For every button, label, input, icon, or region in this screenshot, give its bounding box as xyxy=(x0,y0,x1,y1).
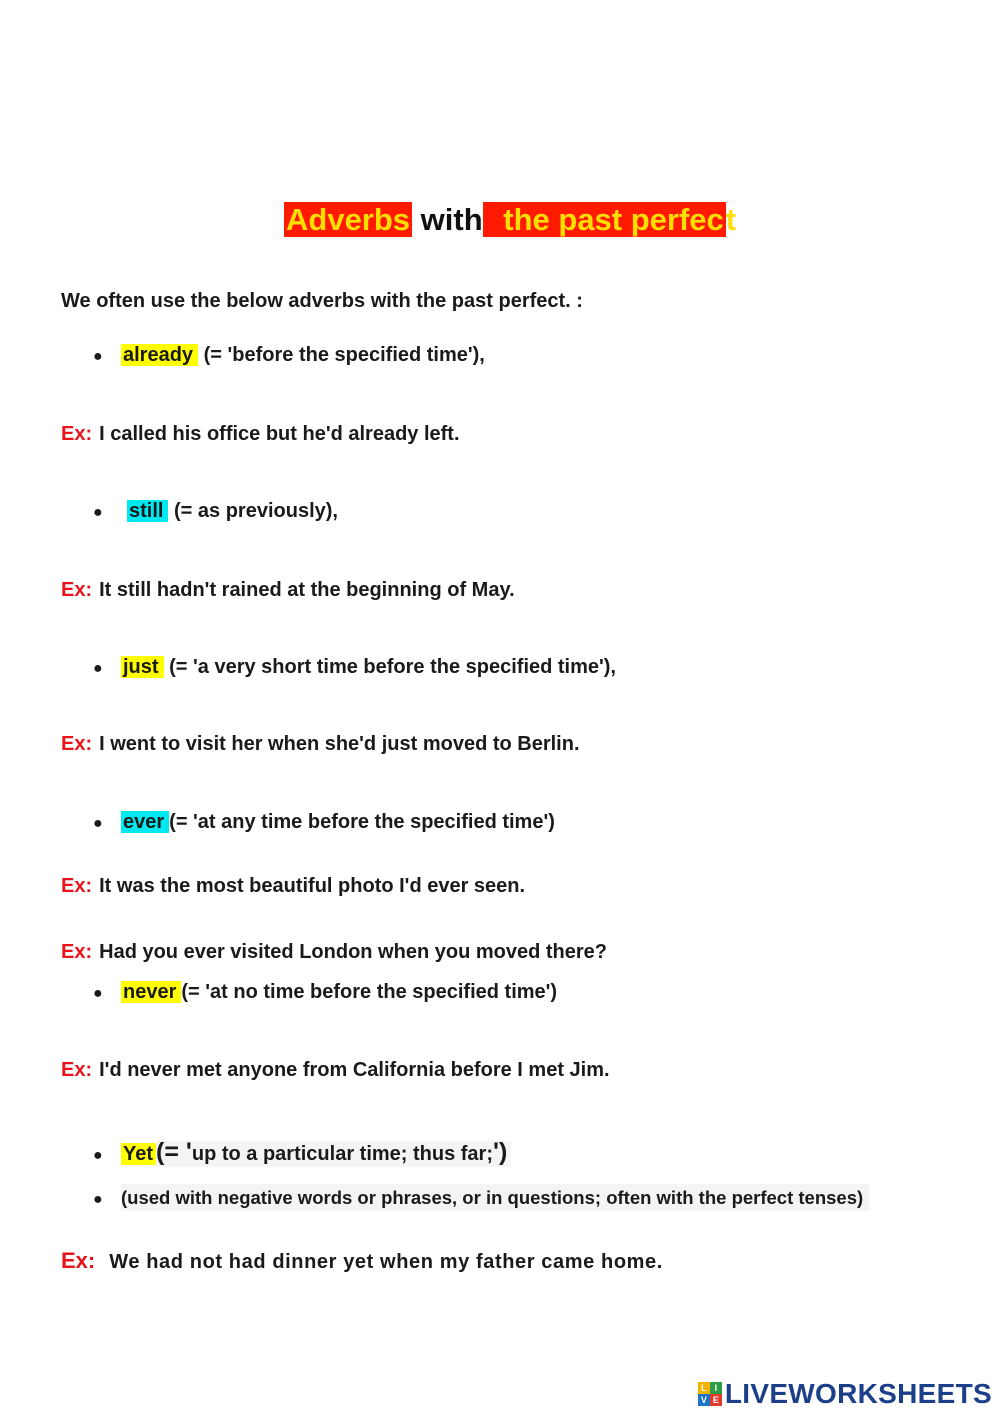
bullet-dot-icon: ● xyxy=(93,660,103,677)
bullet-ever xyxy=(93,811,555,834)
bullet-still xyxy=(93,500,338,523)
bullet-never xyxy=(93,981,557,1004)
title-part-past-perfect: the past perfec xyxy=(483,202,726,237)
yet-close-paren: ') xyxy=(493,1138,508,1166)
ex-label: Ex: xyxy=(61,1248,96,1273)
yet-note: (used with negative words or phrases, or in questions; often with the perfect tenses) xyxy=(121,1184,869,1211)
adverb-word: still xyxy=(127,500,168,522)
bullet-dot-icon: ● xyxy=(93,1191,103,1208)
example-just xyxy=(61,733,580,756)
adverb-definition: (= 'at any time before the specified time') xyxy=(169,811,555,833)
adverb-word: never xyxy=(121,981,181,1003)
adverb-word: just xyxy=(121,656,164,678)
ex-label: Ex: xyxy=(61,423,93,445)
example-text: It was the most beautiful photo I'd ever seen. xyxy=(99,875,526,897)
example-never xyxy=(61,1059,610,1082)
bullet-dot-icon: ● xyxy=(93,1147,103,1164)
adverb-word: already xyxy=(121,344,198,366)
ex-label: Ex: xyxy=(61,733,93,755)
adverb-word: Yet xyxy=(121,1143,156,1165)
example-text: Had you ever visited London when you moved there? xyxy=(99,941,607,963)
title-part-with: with xyxy=(412,202,483,237)
example-ever-2 xyxy=(61,941,607,964)
logo-text: LIVEWORKSHEETS xyxy=(724,1378,992,1409)
adverb-definition: (= 'before the specified time'), xyxy=(203,344,485,366)
title-part-tail: t xyxy=(725,202,737,237)
ex-label: Ex: xyxy=(61,941,93,963)
adverb-definition: (= 'a very short time before the specified time'), xyxy=(169,656,616,678)
example-text: I called his office but he'd already left. xyxy=(99,423,460,445)
bullet-yet-note xyxy=(93,1187,869,1210)
example-text: We had not had dinner yet when my father came home. xyxy=(109,1251,663,1273)
example-text: I went to visit her when she'd just moved to Berlin. xyxy=(99,733,580,755)
adverb-word: ever xyxy=(121,811,169,833)
bullet-dot-icon: ● xyxy=(93,815,103,832)
ex-label: Ex: xyxy=(61,875,93,897)
example-ever-1 xyxy=(61,875,525,898)
example-text: It still hadn't rained at the beginning of May. xyxy=(99,579,515,601)
adverb-definition: (= as previously), xyxy=(174,500,338,522)
adverb-definition: up to a particular time; thus far; xyxy=(191,1143,494,1165)
bullet-dot-icon: ● xyxy=(93,348,103,365)
example-already xyxy=(61,423,460,446)
bullet-dot-icon: ● xyxy=(93,985,103,1002)
example-yet xyxy=(61,1248,663,1274)
example-still xyxy=(61,579,515,602)
bullet-just xyxy=(93,656,616,679)
intro-text: We often use the below adverbs with the past perfect. : xyxy=(61,290,583,312)
ex-label: Ex: xyxy=(61,1059,93,1081)
page-title xyxy=(284,198,736,242)
adverb-definition: (= 'at no time before the specified time') xyxy=(181,981,558,1003)
title-part-adverbs: Adverbs xyxy=(286,202,411,237)
liveworksheets-logo xyxy=(698,1378,992,1410)
logo-mark-icon: L I V E xyxy=(698,1382,722,1406)
bullet-dot-icon: ● xyxy=(93,504,103,521)
bullet-yet xyxy=(93,1138,511,1167)
yet-open-paren: (= ' xyxy=(156,1138,192,1166)
ex-label: Ex: xyxy=(61,579,93,601)
bullet-already xyxy=(93,344,485,367)
example-text: I'd never met anyone from California before I met Jim. xyxy=(99,1059,610,1081)
